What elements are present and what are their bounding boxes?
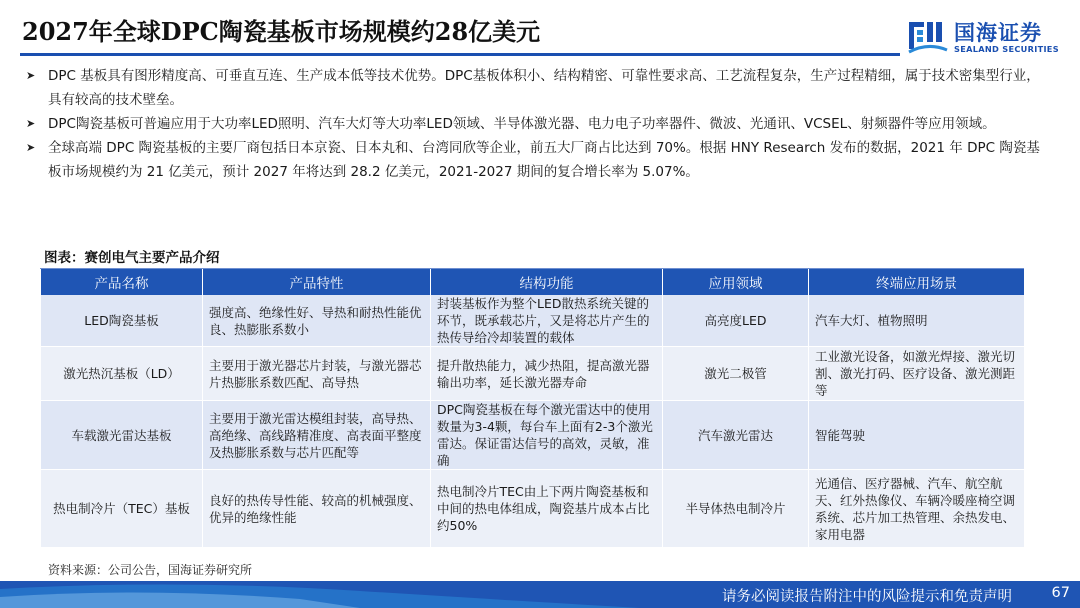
bullet-text: DPC 基板具有图形精度高、可垂直互连、生产成本低等技术优势。DPC基板体积小、结构精密、可靠性要求高、工艺流程复杂，生产过程精细，属于技术密集型行业，具有较高的技术壁垒。: [48, 68, 1040, 108]
arrow-bullet-icon: ➤: [26, 117, 36, 130]
bullet-text: 全球高端 DPC 陶瓷基板的主要厂商包括日本京瓷、日本丸和、台湾同欣等企业，前五大厂商占比达到 70%。根据 HNY Research 发布的数据，2021 年 DPC 陶瓷基板市场规模约为 21 亿美元，预计 2027 年将达到 28.2 亿美元，2021-2027 期间的复合增长率为 5.07%。: [48, 140, 1040, 180]
column-header: 产品特性: [203, 269, 431, 295]
structure-function-cell: 封装基板作为整个LED散热系统关键的环节，既承载芯片，又是将芯片产生的热传导给冷却装置的载体: [431, 295, 663, 347]
application-field-cell: 激光二极管: [663, 347, 809, 401]
sealand-logo-icon: [908, 20, 948, 54]
product-feature-cell: 强度高、绝缘性好、导热和耐热性能优良、热膨胀系数小: [203, 295, 431, 347]
product-name-cell: 激光热沉基板（LD）: [41, 347, 203, 401]
disclaimer-text: 请务必阅读报告附注中的风险提示和免责声明: [722, 589, 1012, 605]
application-field-cell: 汽车激光雷达: [663, 401, 809, 470]
bullet-item: [26, 64, 1046, 112]
arrow-bullet-icon: ➤: [26, 69, 36, 82]
bullet-list: [26, 64, 1046, 184]
table-row: [41, 470, 1025, 548]
table-row: [41, 347, 1025, 401]
end-use-cell: 汽车大灯、植物照明: [809, 295, 1025, 347]
bullet-item: [26, 136, 1046, 184]
bullet-text: DPC陶瓷基板可普遍应用于大功率LED照明、汽车大灯等大功率LED领域、半导体激光器、电力电子功率器件、微波、光通讯、VCSEL、射频器件等应用领域。: [48, 116, 996, 132]
structure-function-cell: 热电制冷片TEC由上下两片陶瓷基板和中间的热电体组成，陶瓷基片成本占比约50%: [431, 470, 663, 548]
source-note: 资料来源：公司公告，国海证券研究所: [48, 563, 253, 577]
table-row: [41, 295, 1025, 347]
table-row: [41, 401, 1025, 470]
product-name-cell: 热电制冷片（TEC）基板: [41, 470, 203, 548]
end-use-cell: 智能驾驶: [809, 401, 1025, 470]
application-field-cell: 高亮度LED: [663, 295, 809, 347]
header-divider: [20, 53, 900, 56]
table-header-row: [41, 269, 1025, 295]
column-header: 应用领域: [663, 269, 809, 295]
product-feature-cell: 主要用于激光器芯片封装，与激光器芯片热膨胀系数匹配、高导热: [203, 347, 431, 401]
figure-title: 图表：赛创电气主要产品介绍: [44, 250, 220, 266]
column-header: 终端应用场景: [809, 269, 1025, 295]
product-name-cell: 车载激光雷达基板: [41, 401, 203, 470]
product-feature-cell: 主要用于激光雷达模组封装，高导热、高绝缘、高线路精准度、高表面平整度及热膨胀系数与芯片匹配等: [203, 401, 431, 470]
end-use-cell: 光通信、医疗器械、汽车、航空航天、红外热像仪、车辆冷暖座椅空调系统、芯片加工热管理、余热发电、家用电器: [809, 470, 1025, 548]
company-logo: [908, 16, 1068, 60]
product-name-cell: LED陶瓷基板: [41, 295, 203, 347]
logo-text-cn: 国海证券: [954, 21, 1042, 45]
page-number: 67: [1051, 585, 1070, 601]
column-header: 结构功能: [431, 269, 663, 295]
logo-text-en: SEALAND SECURITIES: [954, 44, 1059, 54]
structure-function-cell: 提升散热能力，减少热阻，提高激光器输出功率，延长激光器寿命: [431, 347, 663, 401]
bullet-item: [26, 112, 1046, 136]
page-title: 2027年全球DPC陶瓷基板市场规模约28亿美元: [22, 17, 541, 46]
product-feature-cell: 良好的热传导性能、较高的机械强度、优异的绝缘性能: [203, 470, 431, 548]
column-header: 产品名称: [41, 269, 203, 295]
application-field-cell: 半导体热电制冷片: [663, 470, 809, 548]
end-use-cell: 工业激光设备，如激光焊接、激光切割、激光打码、医疗设备、激光测距等: [809, 347, 1025, 401]
product-table: [40, 268, 1024, 546]
arrow-bullet-icon: ➤: [26, 141, 36, 154]
structure-function-cell: DPC陶瓷基板在每个激光雷达中的使用数量为3-4颗，每台车上面有2-3个激光雷达。保证雷达信号的高效，灵敏，准确: [431, 401, 663, 470]
